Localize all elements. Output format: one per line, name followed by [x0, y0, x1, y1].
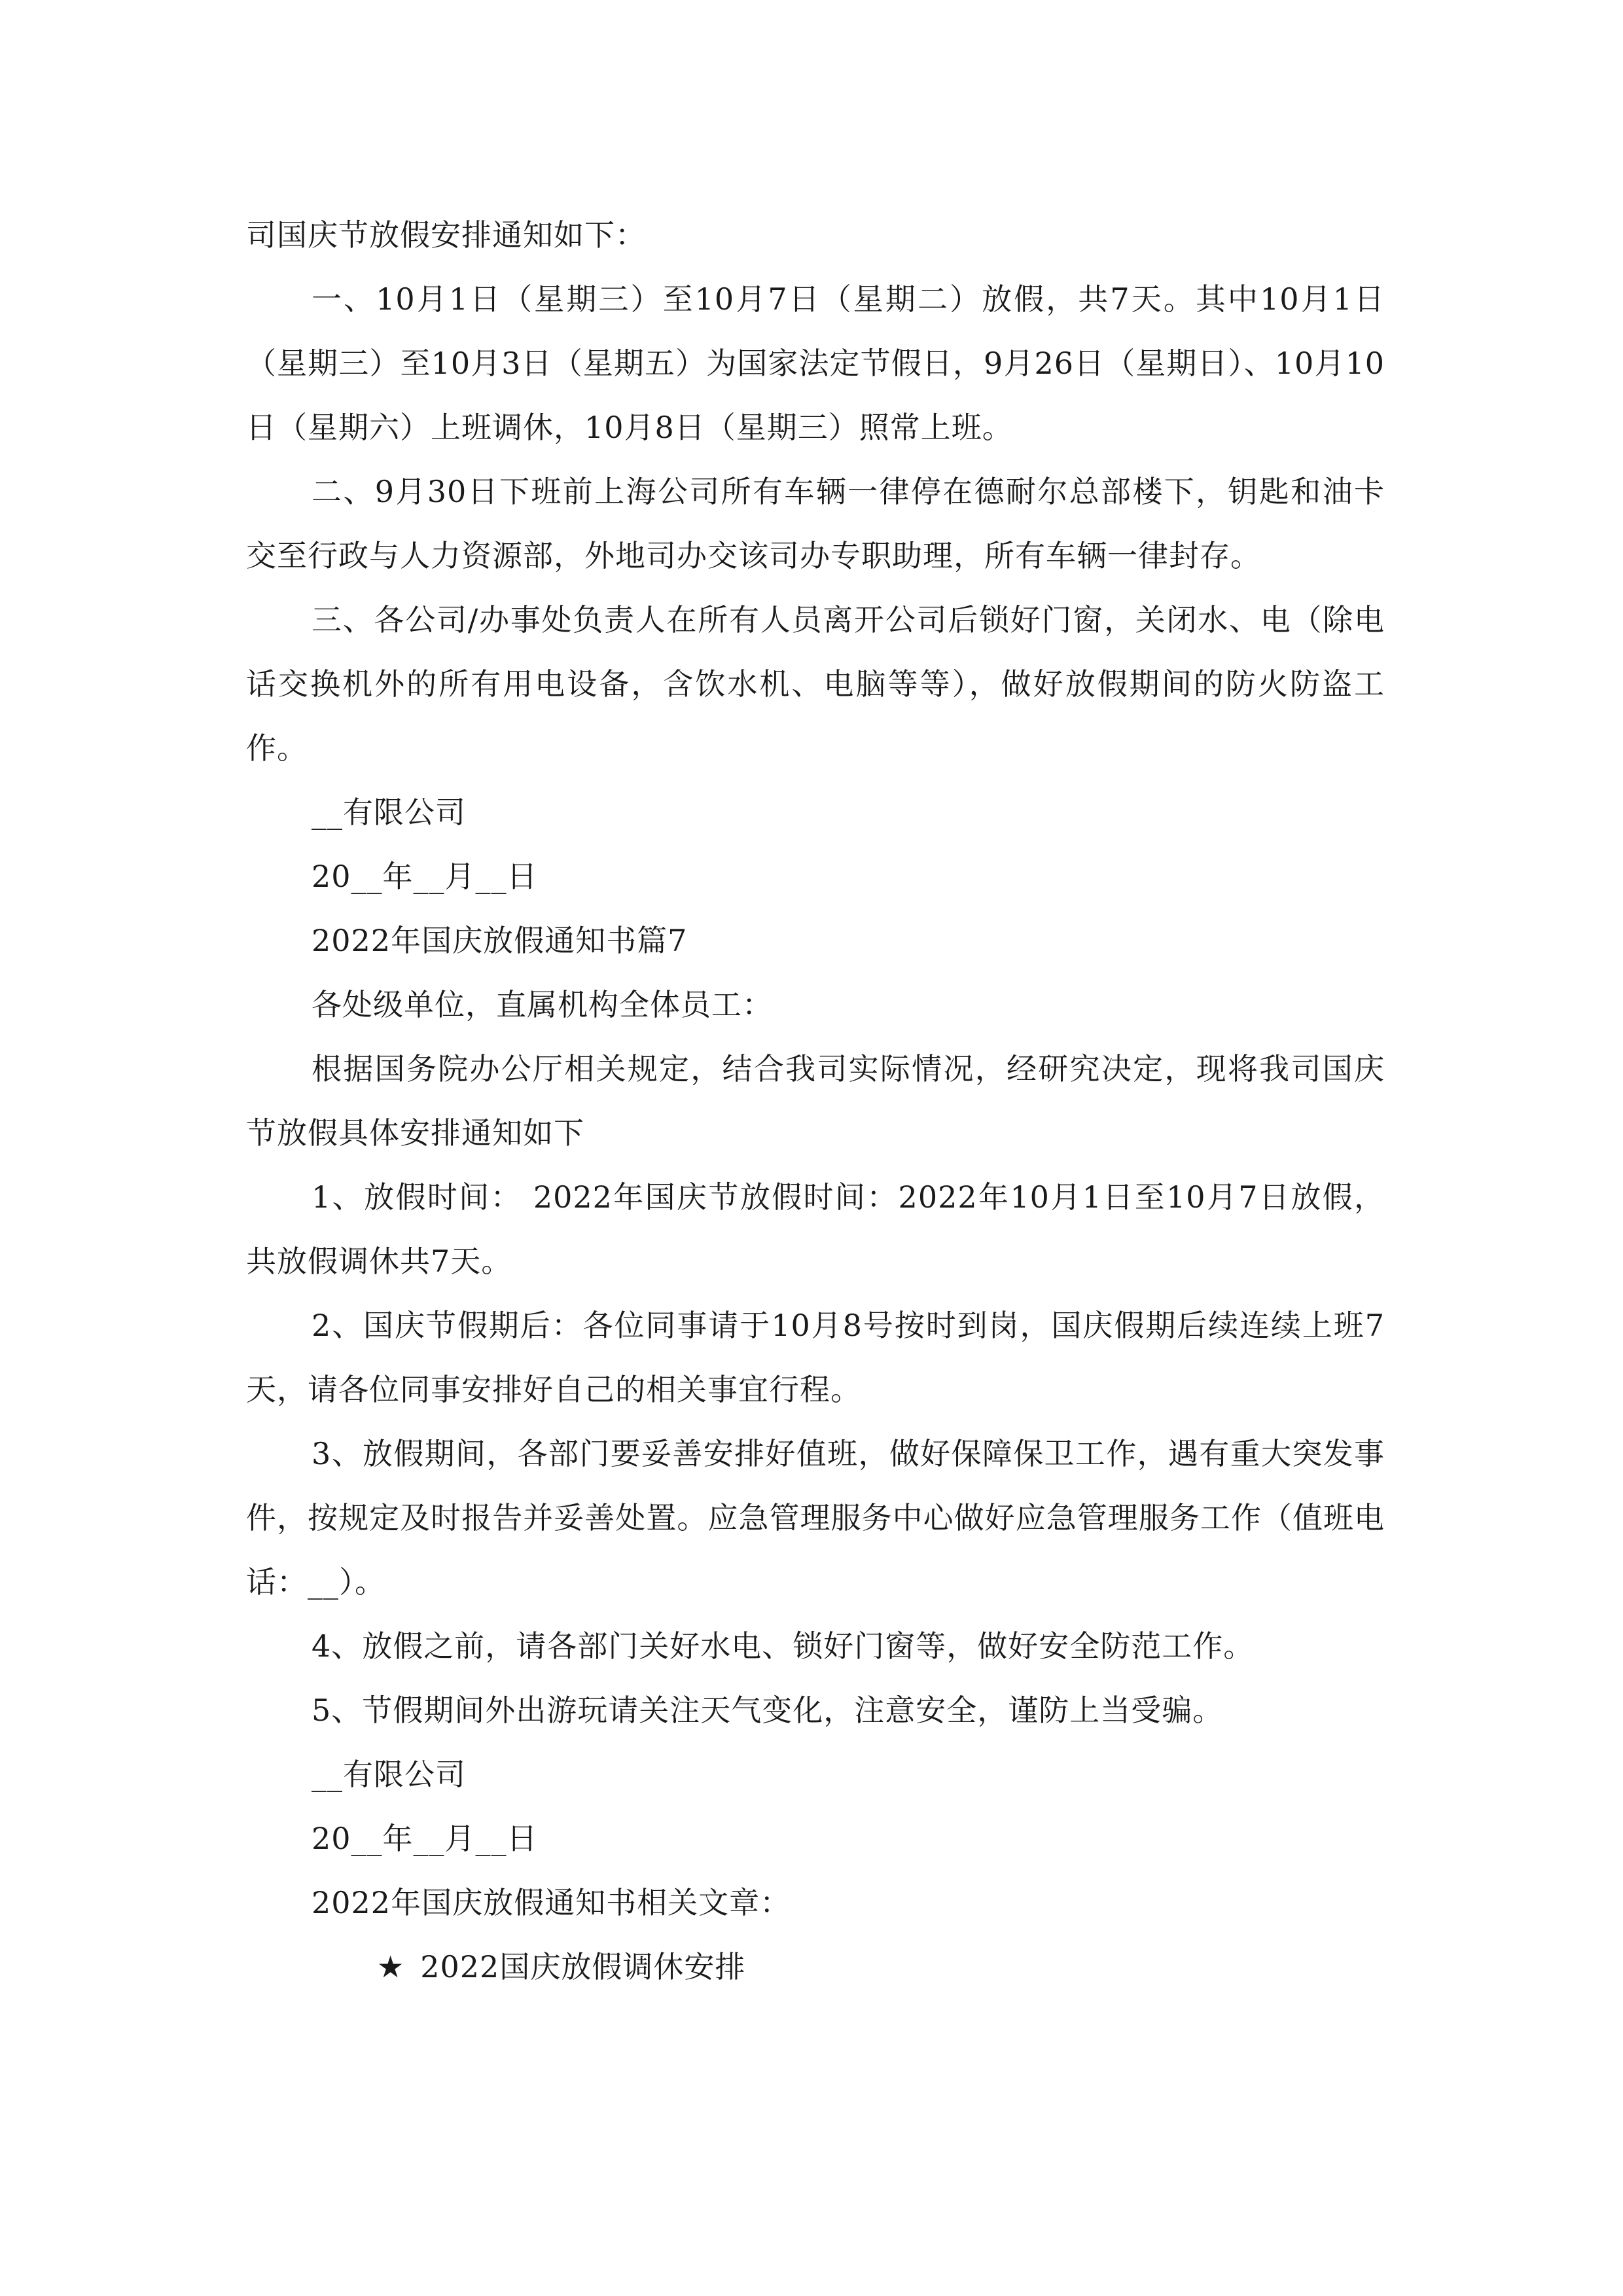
paragraph-2: 一、10月1日（星期三）至10月7日（星期二）放假，共7天。其中10月1日（星期三）至10月3日（星期五）为国家法定节假日，9月26日（星期日）、10月10日（星期六）上班调休，10月8日（星期三）照常上班。 [246, 281, 1385, 445]
paragraph-4: 三、各公司/办事处负责人在所有人员离开公司后锁好门窗，关闭水、电（除电话交换机外的所有用电设备，含饮水机、电脑等等），做好放假期间的防火防盗工作。 [246, 602, 1385, 766]
document-body [246, 203, 1385, 1999]
related-articles-heading: 2022年国庆放假通知书相关文章： [312, 1885, 791, 1920]
item-3: 3、放假期间，各部门要妥善安排好值班，做好保障保卫工作，遇有重大突发事件，按规定及时报告并妥善处置。应急管理服务中心做好应急管理服务工作（值班电话：__）。 [246, 1436, 1385, 1600]
related-article-label: 2022国庆放假调休安排 [420, 1949, 746, 1984]
section-heading: 2022年国庆放假通知书篇7 [312, 923, 688, 958]
company-signature-1: __有限公司 [312, 795, 466, 830]
related-article-link[interactable] [246, 1935, 1385, 1999]
item-5: 5、节假期间外出游玩请关注天气变化，注意安全，谨防上当受骗。 [312, 1693, 1224, 1728]
company-signature-2: __有限公司 [312, 1757, 466, 1792]
paragraph-1: 司国庆节放假安排通知如下： [246, 217, 646, 253]
date-line-1: 20__年__月__日 [312, 859, 538, 894]
paragraph-3: 二、9月30日下班前上海公司所有车辆一律停在德耐尔总部楼下，钥匙和油卡交至行政与人力资源部，外地司办交该司办专职助理，所有车辆一律封存。 [246, 474, 1385, 573]
date-line-2: 20__年__月__日 [312, 1821, 538, 1856]
item-2: 2、国庆节假期后：各位同事请于10月8号按时到岗，国庆假期后续连续上班7天，请各位同事安排好自己的相关事宜行程。 [246, 1308, 1385, 1407]
star-icon: ★ [377, 1949, 405, 1984]
item-4: 4、放假之前，请各部门关好水电、锁好门窗等，做好安全防范工作。 [312, 1628, 1255, 1664]
salutation: 各处级单位，直属机构全体员工： [312, 987, 773, 1022]
item-1: 1、放假时间： 2022年国庆节放假时间：2022年10月1日至10月7日放假，共放假调休共7天。 [246, 1179, 1385, 1279]
paragraph-intro: 根据国务院办公厅相关规定，结合我司实际情况，经研究决定，现将我司国庆节放假具体安排通知如下 [246, 1051, 1385, 1151]
